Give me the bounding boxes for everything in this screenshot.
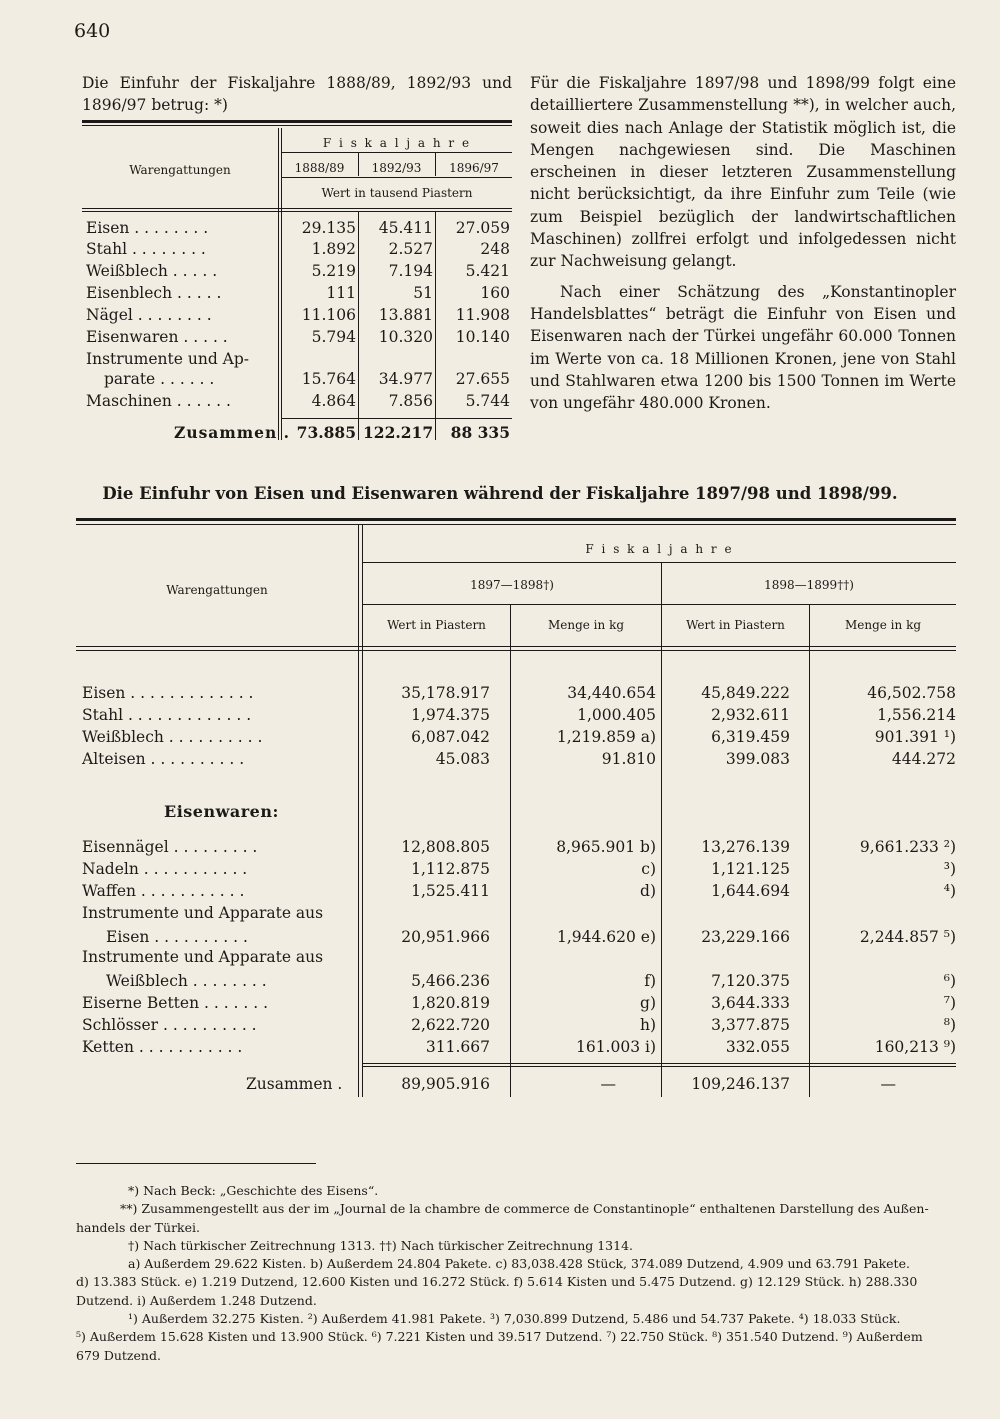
- t1-row-label: Nägel . . . . . . . .: [86, 306, 212, 324]
- footnote-7: ¹) Außerdem 32.275 Kisten. ²) Außerdem 41.981 Pakete. ³) 7,030.899 Dutzend, 5.486 und 54.737 Pakete. ⁴) 18.033 Stück.: [128, 1311, 901, 1327]
- t2-cell: ⁸): [943, 1016, 956, 1034]
- t1-year-3: 1896/97: [449, 161, 499, 175]
- t2-cell: 311.667: [425, 1038, 490, 1056]
- t2-cell: 3,644.333: [711, 994, 790, 1012]
- footnote-4: a) Außerdem 29.622 Kisten. b) Außerdem 24.804 Pakete. c) 83,038.428 Stück, 374.089 Dutzend, 4.909 und 63.791 Pakete.: [128, 1256, 910, 1272]
- t2-cell: 1,974.375: [411, 706, 490, 724]
- t2-row-label: Instrumente und Apparate aus: [82, 904, 324, 922]
- t2-cell: 91.810: [601, 750, 656, 768]
- footnote-2: **) Zusammengestellt aus der im „Journal de la chambre de commerce de Constantinople“ enthaltenen Darstellung des Außen-: [120, 1201, 929, 1217]
- t1-cell: 10.320: [378, 328, 433, 346]
- t2-cell: 1,820.819: [411, 994, 490, 1012]
- footnote-3: †) Nach türkischer Zeitrechnung 1313. ††) Nach türkischer Zeitrechnung 1314.: [128, 1237, 633, 1253]
- t2-row-label: Schlösser . . . . . . . . . .: [82, 1016, 257, 1034]
- t2-cell: 6,319.459: [711, 728, 790, 746]
- t1-cell: 5.219: [311, 262, 356, 280]
- paragraph-1: Für die Fiskaljahre 1897/98 und 1898/99 folgt eine detailliertere Zusammenstellung **), in welcher auch, soweit dies nach Anlage der Statistik möglich ist, die Mengen nachgewiesen sind. Die Maschinen erscheinen in dieser letzteren Zusammenstellung nicht berücksichtigt, da ihre Einfuhr zum Teile (wie zum Beispiel bezüglich der landwirtschaftlichen Maschinen) zollfrei erfolgt und infolgedessen nicht zur Nachweisung gelangt.: [530, 74, 956, 271]
- t1-cell: 10.140: [455, 328, 510, 346]
- t2-cell: 45,849.222: [701, 684, 790, 702]
- t1-cell: 7.856: [388, 392, 433, 410]
- table-2: [76, 518, 956, 1093]
- t1-row: [82, 262, 512, 284]
- t1-cell: 27.655: [455, 370, 510, 388]
- t1-row: [82, 328, 512, 350]
- t1-row-label: Maschinen . . . . . .: [86, 392, 231, 410]
- t2-cell: 9,661.233 ²): [859, 838, 956, 856]
- t2-row-label: Ketten . . . . . . . . . . .: [82, 1038, 243, 1056]
- footnote-8: ⁵) Außerdem 15.628 Kisten und 13.900 Stück. ⁶) 7.221 Kisten und 39.517 Dutzend. ⁷) 22.750 Stück. ⁸) 351.540 Dutzend. ⁹) Außerdem: [76, 1329, 923, 1345]
- footnote-5: d) 13.383 Stück. e) 1.219 Dutzend, 12.600 Kisten und 16.272 Stück. f) 5.614 Kisten und 5.475 Dutzend. g) 12.129 Stück. h) 288.330: [76, 1274, 918, 1290]
- t2-cell: 160,213 ⁹): [874, 1038, 956, 1056]
- t1-row: [82, 219, 512, 241]
- t2-total-1: 89,905.916: [401, 1075, 490, 1093]
- t2-row-label: Weißblech . . . . . . . . . .: [82, 728, 263, 746]
- t2-cell: g): [640, 994, 656, 1012]
- t2-cell: d): [640, 882, 656, 900]
- t1-row: [82, 350, 512, 372]
- t1-cell: 248: [480, 240, 510, 258]
- t1-cell: 160: [480, 284, 510, 302]
- t2-cell: 1,644.694: [711, 882, 790, 900]
- page-number: 640: [74, 20, 111, 42]
- t2-total-2: —: [600, 1075, 616, 1093]
- t1-row-label: Instrumente und Ap-: [86, 350, 250, 368]
- t2-cell: 901.391 ¹): [874, 728, 956, 746]
- t2-cell: 1,944.620 e): [556, 928, 656, 946]
- table-2-title: Die Einfuhr von Eisen und Eisenwaren während der Fiskaljahre 1897/98 und 1898/99.: [102, 484, 898, 503]
- t2-sub-4: Menge in kg: [844, 618, 922, 632]
- t2-period-2: 1898—1899††): [764, 578, 854, 592]
- t2-cell: 23,229.166: [701, 928, 790, 946]
- t1-cell: 2.527: [388, 240, 433, 258]
- t2-row-label: Stahl . . . . . . . . . . . . .: [82, 706, 252, 724]
- t2-cell: 7,120.375: [711, 972, 790, 990]
- t2-group-header: F i s k a l j a h r e: [585, 542, 734, 556]
- t1-group-header: F i s k a l j a h r e: [322, 136, 472, 150]
- t2-cell: 2,932.611: [711, 706, 790, 724]
- t1-row: [82, 392, 512, 414]
- t2-row-label: Nadeln . . . . . . . . . . .: [82, 860, 248, 878]
- footnote-2-cont: handels der Türkei.: [76, 1219, 200, 1235]
- t1-cell: 34.977: [378, 370, 433, 388]
- t2-section-heading: Eisenwaren:: [164, 802, 279, 821]
- t1-row: [82, 306, 512, 328]
- t1-cell: 5.421: [465, 262, 510, 280]
- t2-cell: ³): [943, 860, 956, 878]
- t2-total-3: 109,246.137: [691, 1075, 790, 1093]
- t1-row-label: Stahl . . . . . . . .: [86, 240, 206, 258]
- t2-cell: 1,112.875: [411, 860, 490, 878]
- t2-cell: 3,377.875: [711, 1016, 790, 1034]
- t1-total-row: [82, 423, 512, 445]
- t1-total-2: 122.217: [363, 423, 434, 442]
- t1-cell: 29.135: [301, 219, 356, 237]
- t2-cell: 2,244.857 ⁵): [859, 928, 956, 946]
- t1-row-label: parate . . . . . .: [104, 370, 215, 388]
- t2-cell: 13,276.139: [701, 838, 790, 856]
- t2-cell: f): [644, 972, 656, 990]
- t2-row-label: Instrumente und Apparate aus: [82, 948, 324, 966]
- t2-cell: 444.272: [891, 750, 956, 768]
- t2-cell: 2,622.720: [411, 1016, 490, 1034]
- t1-row-label: Eisenwaren . . . . .: [86, 328, 228, 346]
- t2-cell: ⁷): [943, 994, 956, 1012]
- t2-cell: 6,087.042: [411, 728, 490, 746]
- footnote-6: Dutzend. i) Außerdem 1.248 Dutzend.: [76, 1292, 317, 1308]
- t2-cell: 8,965.901 b): [556, 838, 656, 856]
- t2-cell: 35,178.917: [401, 684, 490, 702]
- t1-total-label: Zusammen .: [174, 423, 291, 442]
- t1-row: [82, 370, 512, 392]
- t1-row-label: Eisen . . . . . . . .: [86, 219, 209, 237]
- paragraph-2: Nach einer Schätzung des „Konstantinopler Handelsblattes“ beträgt die Einfuhr von Eisen und Eisenwaren nach der Türkei ungefähr 60.000 Tonnen im Werte von ca. 18 Millionen Kronen, jene von Stahl und Stahlwaren etwa 1200 bis 1500 Tonnen im Werte von ungefähr 480.000 Kronen.: [530, 282, 956, 413]
- t2-cell: h): [639, 1016, 656, 1034]
- t2-cell: ⁶): [943, 972, 956, 990]
- t1-cell: 27.059: [455, 219, 510, 237]
- t1-total-1: 73.885: [296, 423, 356, 442]
- t2-cell: 34,440.654: [567, 684, 656, 702]
- t1-cell: 1.892: [311, 240, 356, 258]
- t2-cell: ⁴): [943, 882, 956, 900]
- t2-cell: c): [641, 860, 656, 878]
- t2-row-label: Waffen . . . . . . . . . . .: [82, 882, 245, 900]
- t2-cell: 20,951.966: [401, 928, 490, 946]
- t2-cell: 1,000.405: [577, 706, 656, 724]
- t1-year-1: 1888/89: [294, 161, 345, 175]
- t1-cell: 111: [326, 284, 356, 302]
- t1-row-label: Weißblech . . . . .: [86, 262, 218, 280]
- t1-cell: 7.194: [388, 262, 433, 280]
- t2-cell: 1,219.859 a): [556, 728, 656, 746]
- t1-unit-header: Wert in tausend Piastern: [321, 186, 473, 200]
- t1-cell: 4.864: [311, 392, 356, 410]
- t1-cell: 51: [413, 284, 433, 302]
- t2-row-label: Eiserne Betten . . . . . . .: [82, 994, 269, 1012]
- footnote-1: *) Nach Beck: „Geschichte des Eisens“.: [128, 1183, 379, 1198]
- t2-cell: 46,502.758: [867, 684, 956, 702]
- t2-row-label: Eisennägel . . . . . . . . .: [82, 838, 258, 856]
- t1-cell: 5.744: [465, 392, 510, 410]
- t2-sub-2: Menge in kg: [547, 618, 625, 632]
- t2-cell: 45.083: [435, 750, 490, 768]
- t1-cell: 13.881: [378, 306, 433, 324]
- footnotes: [76, 1182, 956, 1365]
- t2-cell: 1,556.214: [877, 706, 956, 724]
- t2-sub-3: Wert in Piastern: [686, 618, 785, 632]
- t1-row: [82, 240, 512, 262]
- footnote-9: 679 Dutzend.: [76, 1347, 161, 1363]
- t2-row-label: Eisen . . . . . . . . . . . . .: [82, 684, 254, 702]
- t1-row-label: Eisenblech . . . . .: [86, 284, 222, 302]
- t2-cell: 161.003 i): [575, 1038, 656, 1056]
- t1-row: [82, 284, 512, 306]
- t1-cell: 15.764: [301, 370, 356, 388]
- t1-year-2: 1892/93: [371, 161, 422, 175]
- t1-cell: 45.411: [378, 219, 433, 237]
- t1-cell: 11.106: [301, 306, 356, 324]
- t2-sub-1: Wert in Piastern: [387, 618, 486, 632]
- t2-total-label: Zusammen .: [246, 1075, 343, 1093]
- t1-total-3: 88 335: [450, 423, 510, 442]
- t2-cell: 332.055: [725, 1038, 790, 1056]
- t2-row-label: Eisen . . . . . . . . . .: [106, 928, 248, 946]
- t1-col-header: Warengattungen: [129, 163, 231, 177]
- t2-cell: 1,121.125: [711, 860, 790, 878]
- t1-cell: 11.908: [455, 306, 510, 324]
- right-column-text: [530, 72, 956, 422]
- t2-cell: 12,808.805: [401, 838, 490, 856]
- intro-text: Die Einfuhr der Fiskaljahre 1888/89, 1892/93 und 1896/97 betrug: *): [82, 74, 512, 114]
- t2-total-4: —: [880, 1075, 896, 1093]
- t2-cell: 399.083: [725, 750, 790, 768]
- t2-row-label: Alteisen . . . . . . . . . .: [82, 750, 245, 768]
- t2-cell: 5,466.236: [411, 972, 490, 990]
- t1-cell: 5.794: [311, 328, 356, 346]
- t2-period-1: 1897—1898†): [470, 578, 554, 592]
- t2-cell: 1,525.411: [411, 882, 490, 900]
- t2-col-header: Warengattungen: [166, 583, 268, 597]
- t2-row-label: Weißblech . . . . . . . .: [106, 972, 267, 990]
